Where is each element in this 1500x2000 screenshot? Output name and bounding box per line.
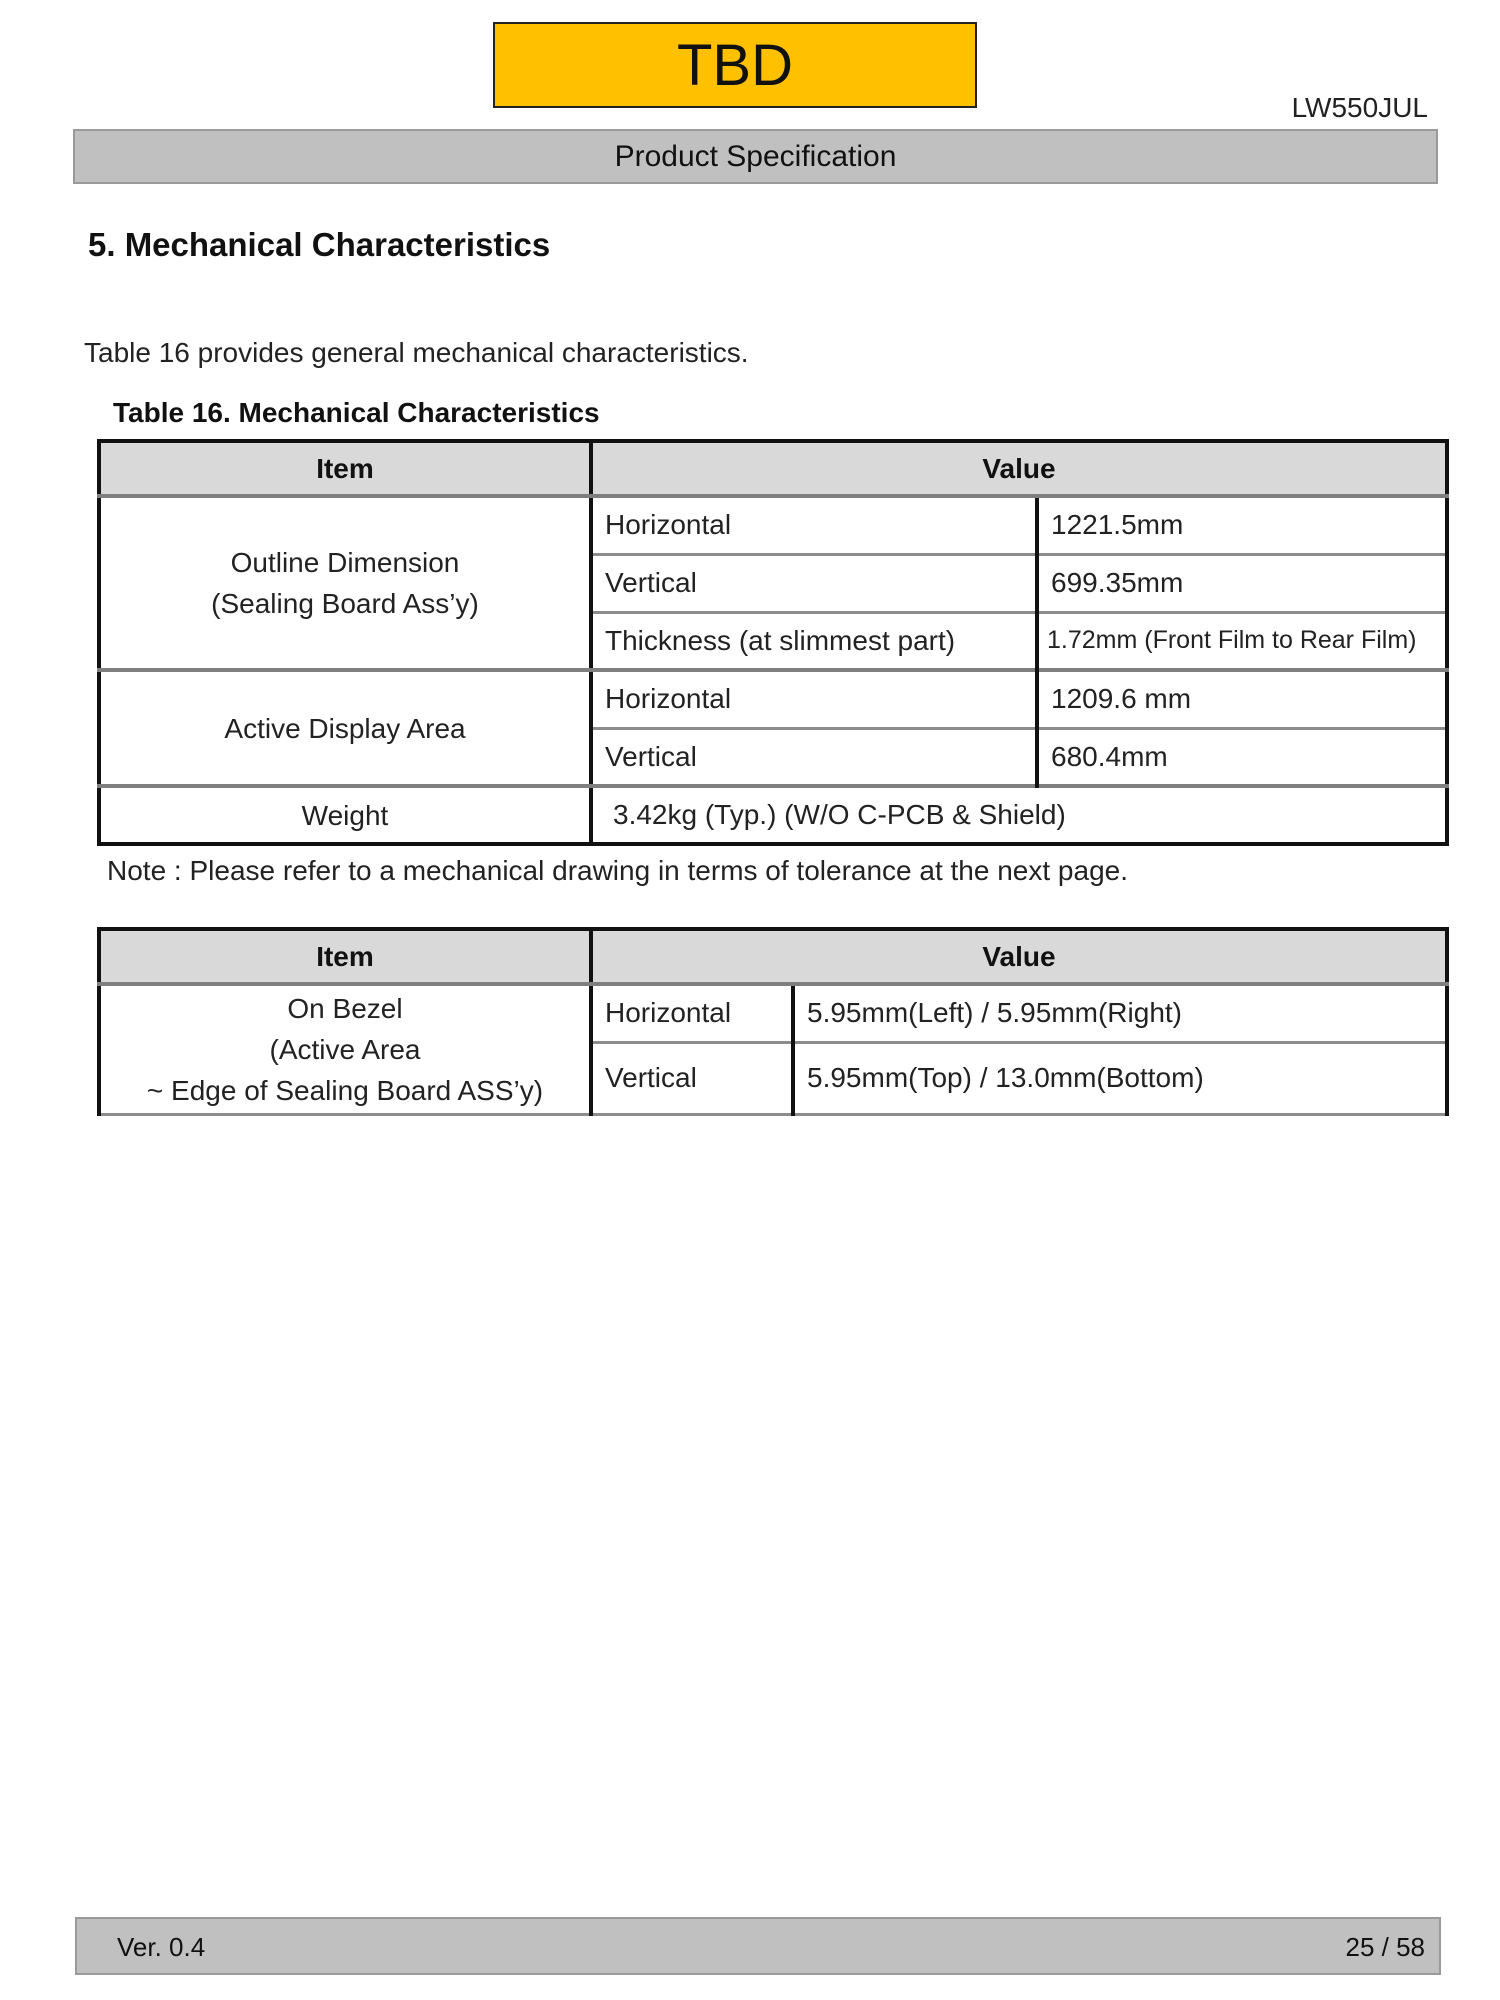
outline-horizontal-value: 1221.5mm bbox=[1037, 496, 1447, 554]
footer-bar bbox=[75, 1917, 1441, 1975]
bezel-item-line2: (Active Area bbox=[269, 1033, 421, 1065]
tbd-stamp: TBD bbox=[493, 22, 977, 108]
mechanical-characteristics-table bbox=[97, 439, 1449, 846]
outline-item-line1: Outline Dimension bbox=[230, 547, 460, 578]
intro-text: Table 16 provides general mechanical characteristics. bbox=[84, 337, 749, 368]
section-title: 5. Mechanical Characteristics bbox=[88, 226, 551, 263]
outline-horizontal-label: Horizontal bbox=[591, 496, 1037, 554]
header-item: Item bbox=[99, 441, 591, 496]
active-vertical-label: Vertical bbox=[591, 728, 1037, 786]
header-item: Item bbox=[99, 929, 591, 984]
bezel-horizontal-label: Horizontal bbox=[591, 984, 793, 1042]
header-value: Value bbox=[591, 441, 1447, 496]
outline-item-line2: (Sealing Board Ass’y) bbox=[211, 588, 479, 619]
weight-item: Weight bbox=[99, 786, 591, 844]
active-horizontal-label: Horizontal bbox=[591, 670, 1037, 728]
active-vertical-value: 680.4mm bbox=[1037, 728, 1447, 786]
header-bar: Product Specification bbox=[73, 129, 1438, 184]
bezel-table bbox=[97, 927, 1449, 1116]
outline-thickness-value: 1.72mm (Front Film to Rear Film) bbox=[1037, 612, 1447, 670]
table-row bbox=[99, 984, 1447, 1042]
table-row bbox=[99, 786, 1447, 844]
table-row bbox=[99, 496, 1447, 554]
table-caption: Table 16. Mechanical Characteristics bbox=[113, 397, 600, 428]
bezel-item-line1: On Bezel bbox=[287, 992, 403, 1024]
bezel-item-line3: ~ Edge of Sealing Board ASS’y) bbox=[146, 1074, 544, 1106]
version-label: Ver. 0.4 bbox=[117, 1932, 206, 1962]
bezel-vertical-value: 5.95mm(Top) / 13.0mm(Bottom) bbox=[793, 1042, 1447, 1114]
table-header-row bbox=[99, 441, 1447, 496]
active-horizontal-value: 1209.6 mm bbox=[1037, 670, 1447, 728]
bezel-horizontal-value: 5.95mm(Left) / 5.95mm(Right) bbox=[793, 984, 1447, 1042]
table-note: Note : Please refer to a mechanical drawing in terms of tolerance at the next page. bbox=[107, 855, 1129, 886]
model-number: LW550JUL bbox=[1291, 92, 1428, 123]
outline-dimension-item bbox=[99, 496, 591, 670]
active-display-area-item: Active Display Area bbox=[99, 670, 591, 786]
weight-value: 3.42kg (Typ.) (W/O C-PCB & Shield) bbox=[591, 786, 1447, 844]
table-row bbox=[99, 670, 1447, 728]
outline-vertical-value: 699.35mm bbox=[1037, 554, 1447, 612]
page-number: 25 / 58 bbox=[1345, 1932, 1425, 1962]
on-bezel-item bbox=[99, 984, 591, 1114]
outline-thickness-label: Thickness (at slimmest part) bbox=[591, 612, 1037, 670]
outline-vertical-label: Vertical bbox=[591, 554, 1037, 612]
table-header-row bbox=[99, 929, 1447, 984]
header-value: Value bbox=[591, 929, 1447, 984]
bezel-vertical-label: Vertical bbox=[591, 1042, 793, 1114]
